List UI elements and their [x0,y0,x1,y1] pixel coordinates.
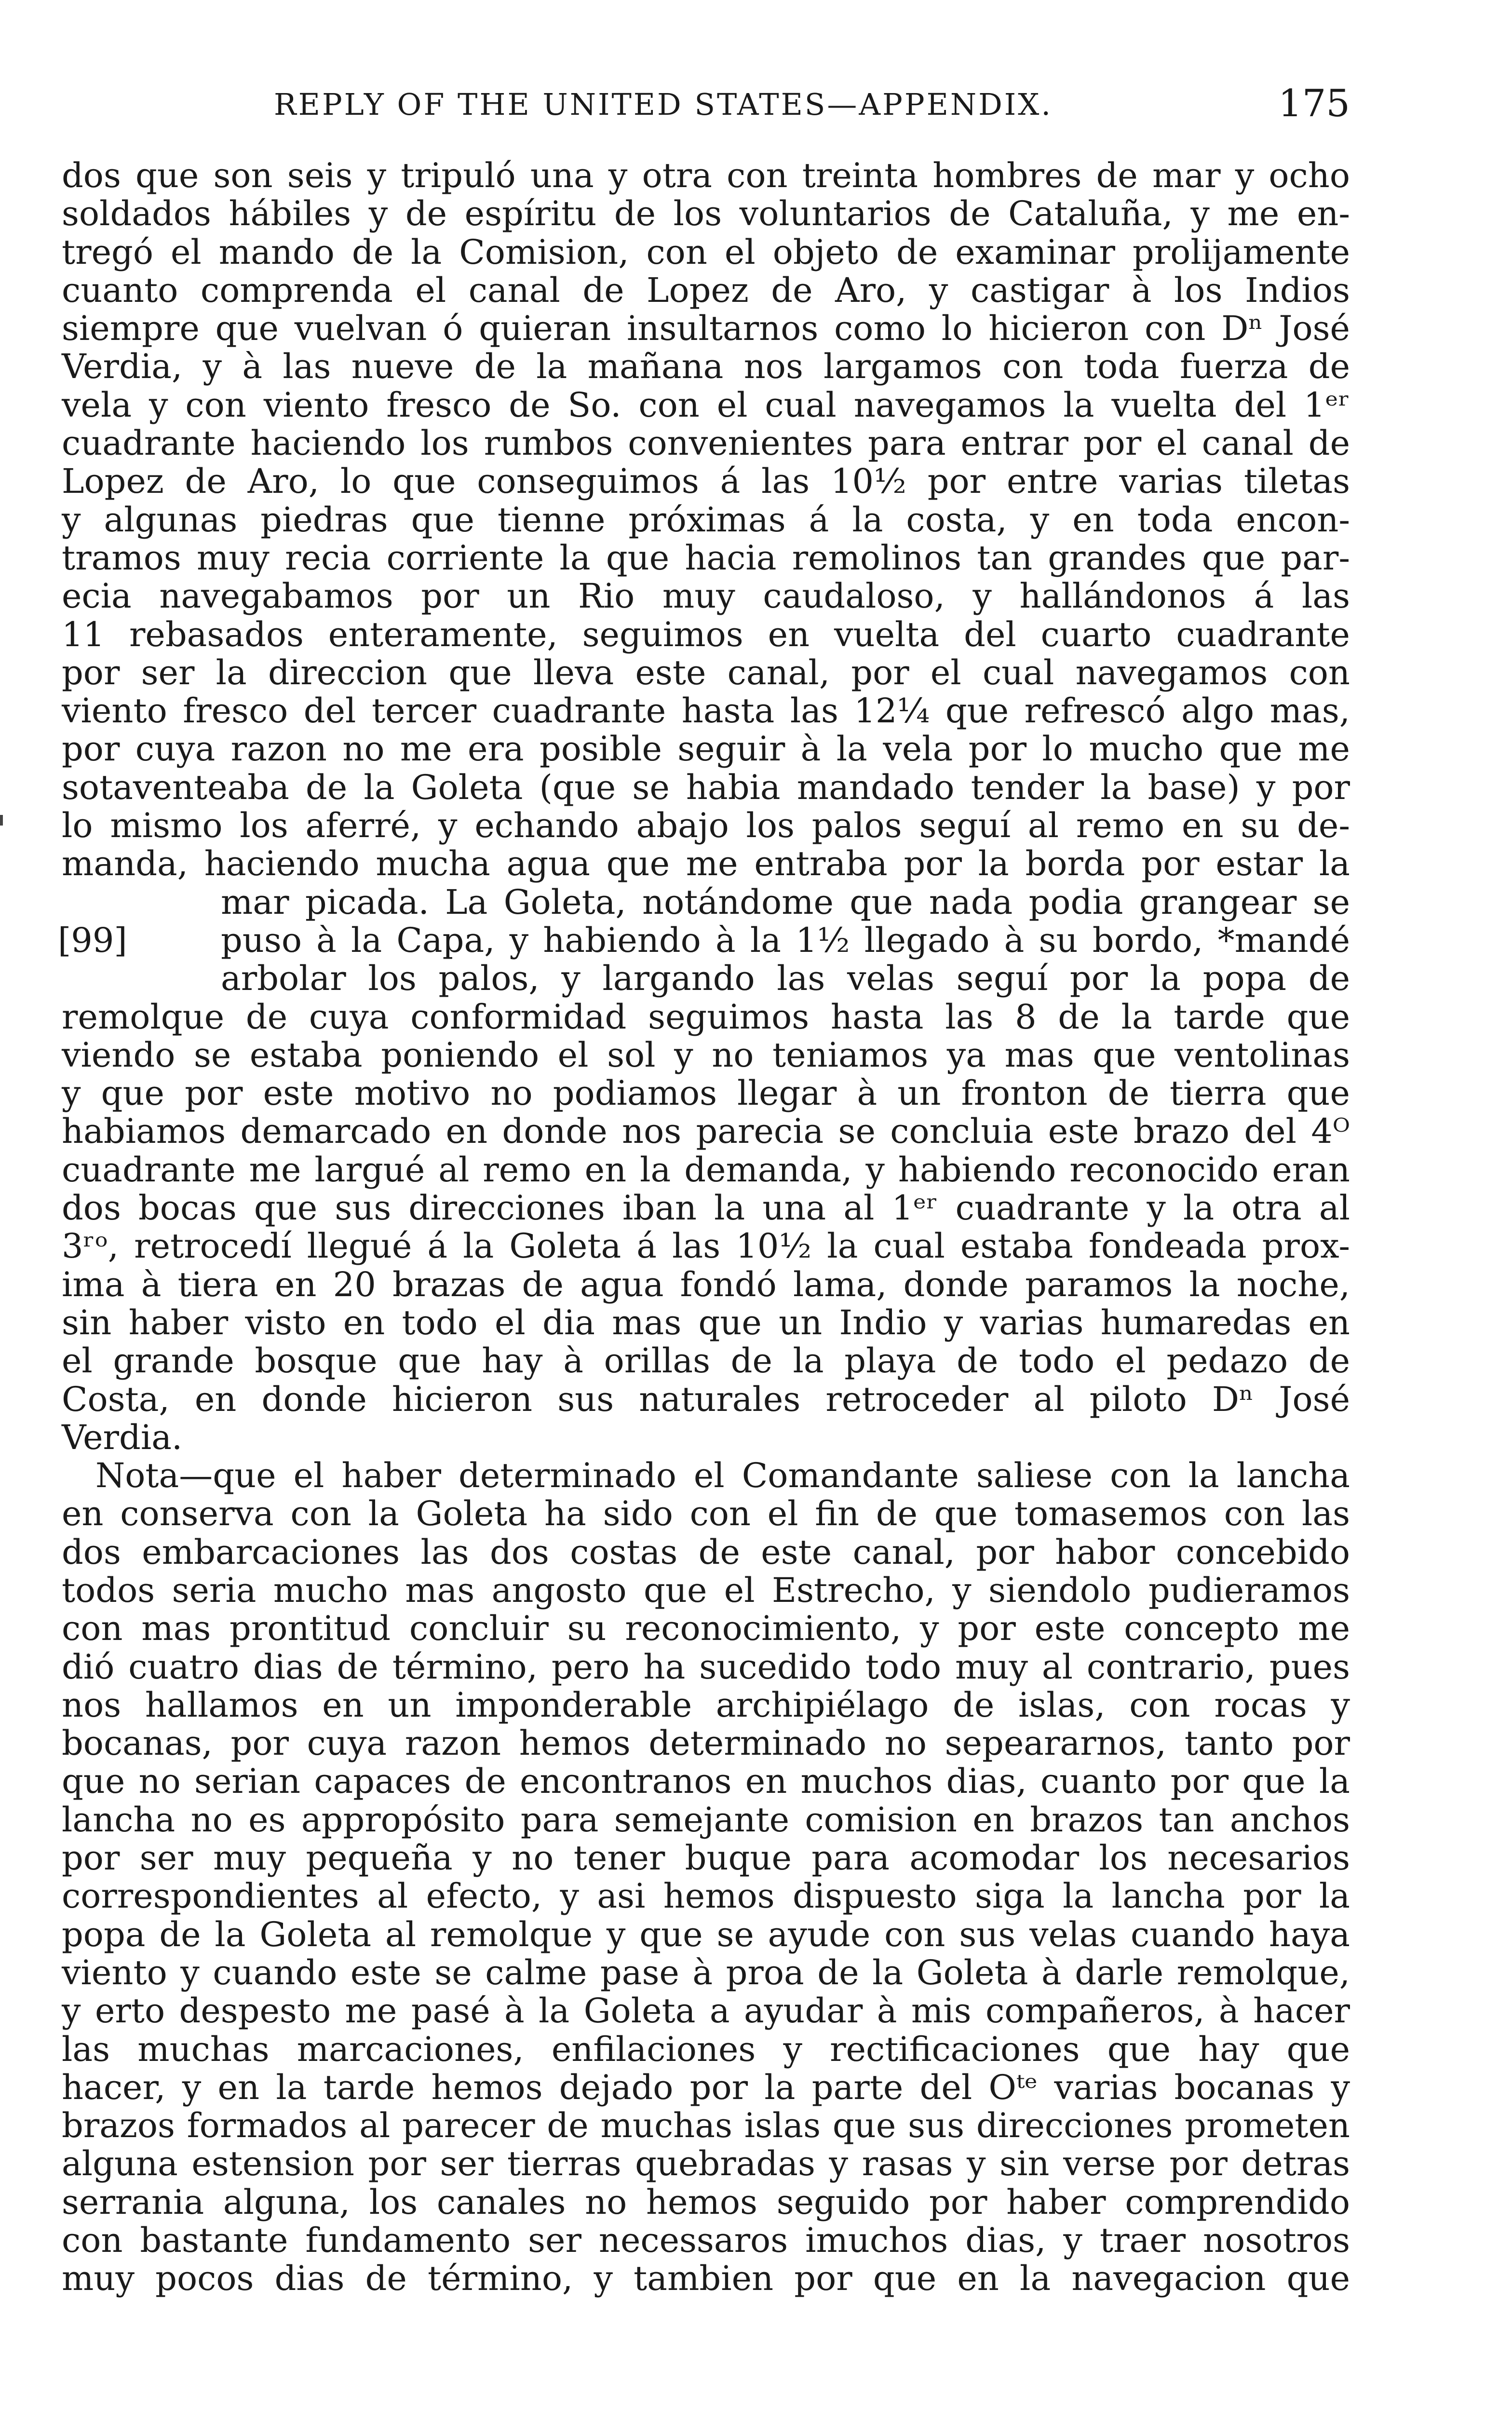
text-line: en conserva con la Goleta ha sido con el fin de que tomasemos con las [62,1494,1350,1534]
text-line-content: puso à la Capa, y habiendo à la 1½ llegado à su bordo, *mandé [221,920,1350,960]
text-line: vela y con viento fresco de So. con el cual navegamos la vuelta del 1ᵉʳ [62,385,1350,425]
text-line: Lopez de Aro, lo que conseguimos á las 10½ por entre varias tiletas [62,461,1350,501]
text-line: popa de la Goleta al remolque y que se ayude con sus velas cuando haya [62,1914,1350,1954]
text-line: 11 rebasados enteramente, seguimos en vuelta del cuarto cuadrante [62,614,1350,654]
text-line: viendo se estaba poniendo el sol y no teniamos ya mas que ventolinas [62,1035,1350,1075]
margin-reference: [99] [58,920,127,960]
text-line: con mas prontitud concluir su reconocimiento, y por este concepto me [62,1609,1350,1649]
text-line: que no serian capaces de encontranos en muchos dias, cuanto por que la [62,1761,1350,1801]
text-line: mar picada. La Goleta, notándome que nada podia grangear se [221,882,1350,922]
text-line: serrania alguna, los canales no hemos seguido por haber comprendido [62,2182,1350,2222]
text-line: tramos muy recia corriente la que hacia remolinos tan grandes que par- [62,538,1350,578]
text-line: hacer, y en la tarde hemos dejado por la parte del Oᵗᵉ varias bocanas y [62,2067,1350,2107]
margin-speck [0,815,3,826]
text-line: Nota—que el haber determinado el Comandante saliese con la lancha [95,1456,1350,1496]
text-line: el grande bosque que hay à orillas de la playa de todo el pedazo de [62,1341,1350,1381]
text-line: habiamos demarcado en donde nos parecia se concluia este brazo del 4ᴼ [62,1111,1350,1151]
text-line: y que por este motivo no podiamos llegar à un fronton de tierra que [62,1073,1350,1113]
text-line: dos bocas que sus direcciones iban la una al 1ᵉʳ cuadrante y la otra al [62,1188,1350,1228]
page [58,72,1350,2299]
text-line: remolque de cuya conformidad seguimos hasta las 8 de la tarde que [62,997,1350,1037]
text-line: y algunas piedras que tienne próximas á la costa, y en toda encon- [62,500,1350,540]
text-line: correspondientes al efecto, y asi hemos dispuesto siga la lancha por la [62,1876,1350,1916]
text-line: nos hallamos en un imponderable archipiélago de islas, con rocas y [62,1685,1350,1725]
body-text [58,156,1350,2299]
text-line: muy pocos dias de término, y tambien por que en la navegacion que [62,2259,1350,2299]
text-line: por ser la direccion que lleva este canal, por el cual navegamos con [62,652,1350,692]
text-line-with-margin-ref [58,920,1350,960]
text-line: por cuya razon no me era posible seguir à la vela por lo mucho que me [62,729,1350,769]
text-line: Verdia, y à las nueve de la mañana nos largamos con toda fuerza de [62,347,1350,387]
text-line: soldados hábiles y de espíritu de los voluntarios de Cataluña, y me en- [62,194,1350,234]
text-line: viento y cuando este se calme pase à proa de la Goleta à darle remolque, [62,1952,1350,1992]
text-line: lo mismo los aferré, y echando abajo los palos seguí al remo en su de- [62,806,1350,846]
text-line: cuadrante haciendo los rumbos convenientes para entrar por el canal de [62,423,1350,463]
text-line: sotaventeaba de la Goleta (que se habia mandado tender la base) y por [62,767,1350,807]
text-line: sin haber visto en todo el dia mas que un Indio y varias humaredas en [62,1302,1350,1342]
text-line: arbolar los palos, y largando las velas seguí por la popa de [221,959,1350,999]
text-line: ecia navegabamos por un Rio muy caudaloso, y hallándonos á las [62,576,1350,616]
text-line: con bastante fundamento ser necessaros imuchos dias, y traer nosotros [62,2221,1350,2261]
text-line: Verdia. [62,1417,183,1457]
text-line: 3ʳᵒ, retrocedí llegué á la Goleta á las 10½ la cual estaba fondeada prox- [62,1226,1350,1266]
text-line: todos seria mucho mas angosto que el Estrecho, y siendolo pudieramos [62,1570,1350,1610]
text-line: cuanto comprenda el canal de Lopez de Aro, y castigar à los Indios [62,270,1350,310]
text-line: tregó el mando de la Comision, con el objeto de examinar prolijamente [62,232,1350,272]
text-line: alguna estension por ser tierras quebradas y rasas y sin verse por detras [62,2144,1350,2184]
text-line: y erto despesto me pasé à la Goleta a ayudar à mis compañeros, à hacer [62,1991,1350,2031]
running-head: REPLY OF THE UNITED STATES—APPENDIX. [274,87,1053,122]
text-line: dos que son seis y tripuló una y otra con treinta hombres de mar y ocho [62,156,1350,195]
text-line: por ser muy pequeña y no tener buque para acomodar los necesarios [62,1838,1350,1878]
page-header [62,72,1350,130]
text-line: viento fresco del tercer cuadrante hasta las 12¼ que refrescó algo mas, [62,691,1350,731]
page-number: 175 [1278,82,1350,125]
text-line: cuadrante me largué al remo en la demanda, y habiendo reconocido eran [62,1150,1350,1190]
text-line: siempre que vuelvan ó quieran insultarnos como lo hicieron con Dⁿ José [62,309,1350,349]
text-line: Costa, en donde hicieron sus naturales retroceder al piloto Dⁿ José [62,1379,1350,1419]
text-line: ima à tiera en 20 brazas de agua fondó lama, donde paramos la noche, [62,1264,1350,1304]
text-line: manda, haciendo mucha agua que me entraba por la borda por estar la [62,844,1350,884]
text-line: brazos formados al parecer de muchas islas que sus direcciones prometen [62,2106,1350,2146]
text-line: lancha no es appropósito para semejante comision en brazos tan anchos [62,1800,1350,1840]
text-line: dió cuatro dias de término, pero ha sucedido todo muy al contrario, pues [62,1647,1350,1687]
text-line: dos embarcaciones las dos costas de este canal, por habor concebido [62,1532,1350,1572]
text-line: las muchas marcaciones, enfilaciones y rectificaciones que hay que [62,2029,1350,2069]
text-line: bocanas, por cuya razon hemos determinado no sepeararnos, tanto por [62,1723,1350,1763]
